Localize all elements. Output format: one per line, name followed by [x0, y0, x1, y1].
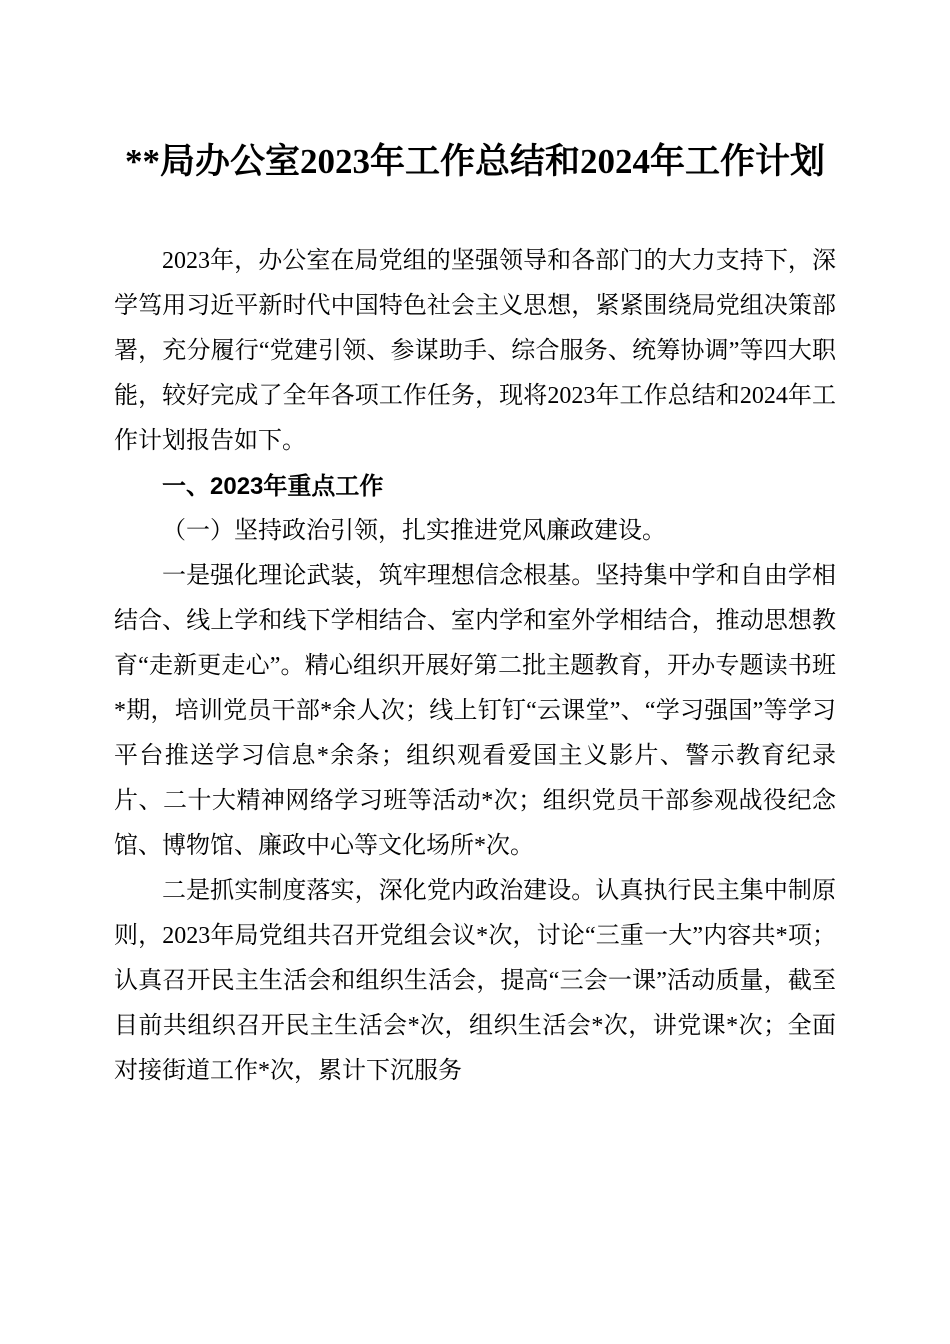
document-page	[114, 0, 836, 1094]
document-title: **局办公室2023年工作总结和2024年工作计划	[124, 142, 825, 181]
section-1-heading: 一、2023年重点工作	[162, 473, 384, 500]
section-1-paragraph-2: 二是抓实制度落实，深化党内政治建设。认真执行民主集中制原则，2023年局党组共召开党组会议*次，讨论“三重一大”内容共*项；认真召开民主生活会和组织生活会，提高“三会一课”活动质量，截至目前共组织召开民主生活会*次，组织生活会*次，讲党课*次；全面对接街道工作*次，累计下沉服务	[114, 878, 836, 1084]
section-1-subheading-1: （一）坚持政治引领，扎实推进党风廉政建设。	[162, 518, 666, 544]
intro-paragraph: 2023年，办公室在局党组的坚强领导和各部门的大力支持下，深学笃用习近平新时代中国特色社会主义思想，紧紧围绕局党组决策部署，充分履行“党建引领、参谋助手、综合服务、统筹协调”等四大职能，较好完成了全年各项工作任务，现将2023年工作总结和2024年工作计划报告如下。	[114, 248, 836, 454]
section-1-paragraph-1: 一是强化理论武装，筑牢理想信念根基。坚持集中学和自由学相结合、线上学和线下学相结合、室内学和室外学相结合，推动思想教育“走新更走心”。精心组织开展好第二批主题教育，开办专题读书班*期，培训党员干部*余人次；线上钉钉“云课堂”、“学习强国”等学习平台推送学习信息*余条；组织观看爱国主义影片、警示教育纪录片、二十大精神网络学习班等活动*次；组织党员干部参观战役纪念馆、博物馆、廉政中心等文化场所*次。	[114, 563, 836, 859]
